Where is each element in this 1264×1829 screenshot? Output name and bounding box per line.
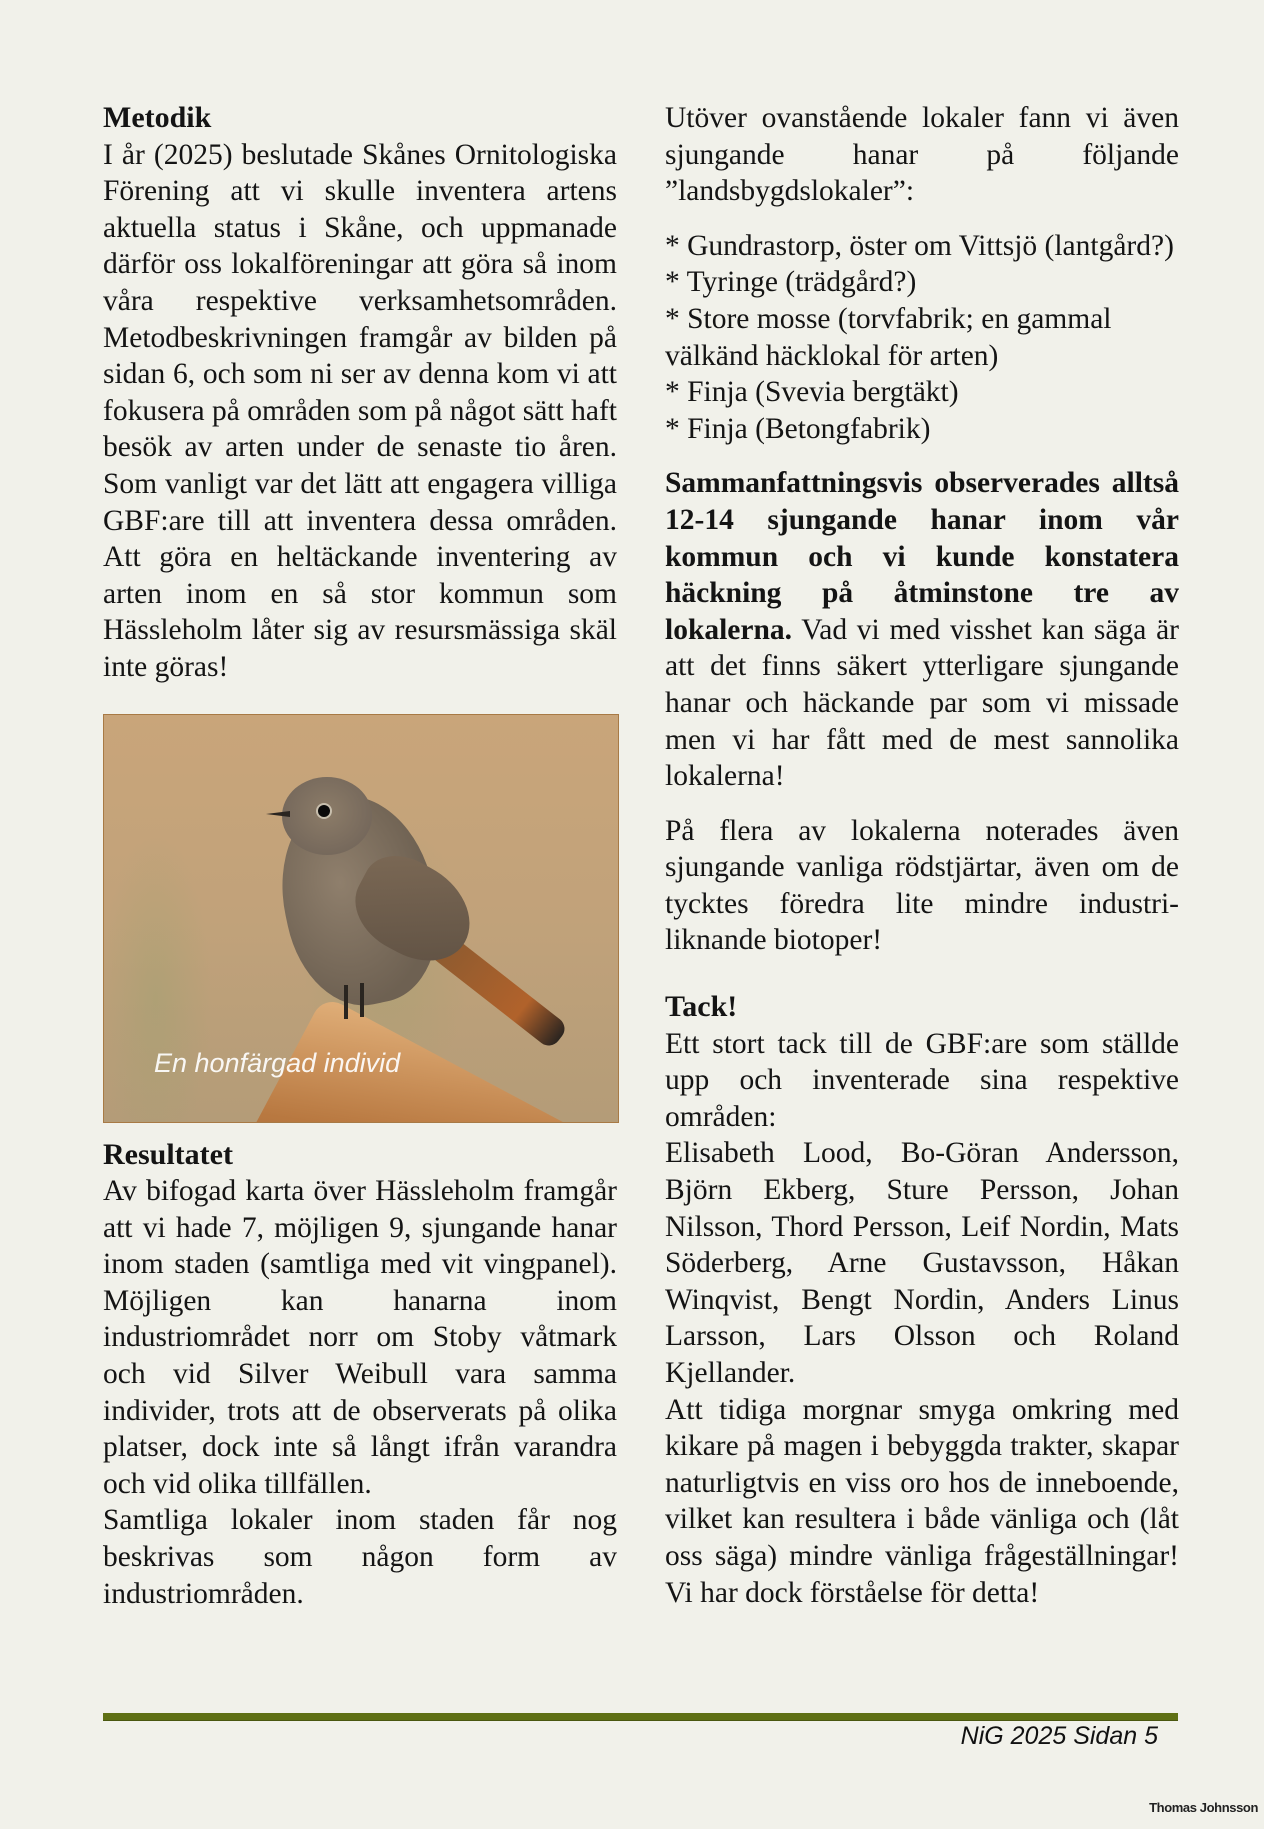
locality-item: * Gundrastorp, öster om Vittsjö (lantgård?) <box>665 229 1174 262</box>
right-column <box>665 100 1179 1611</box>
bird-beak <box>266 811 290 817</box>
locality-item: * Finja (Svevia bergtäkt) <box>665 376 959 409</box>
footer-divider <box>103 1713 1178 1721</box>
summary-bold: Sammanfattningsvis observerades alltså 12-14 sjungande hanar inom vår kommun och vi kunde konstatera häckning på åtminstone tre av lokalerna. <box>665 467 1179 646</box>
left-column <box>103 100 617 1612</box>
redstart-paragraph: På flera av lokalerna noterades även sjungande vanliga rödstjärtar, även om de tycktes föredra lite mindre industri-liknande biotoper! <box>665 814 1179 957</box>
bird-photo <box>103 714 619 1123</box>
intro-paragraph: Utöver ovanstående lokaler fann vi även sjungande hanar på följande ”landsbygdslokaler”: <box>665 102 1179 208</box>
tack-paragraph: Ett stort tack till de GBF:are som ställde upp och inventerade sina respektive områden: <box>665 1027 1179 1133</box>
metodik-paragraph: I år (2025) beslutade Skånes Ornitologiska Förening att vi skulle inventera artens aktuella status i Skåne, och uppmanade därför oss lokalföreningar att göra så inom våra respektive verksamhetsområden. Metodbeskrivningen framgår av bilden på sidan 6, och som ni ser av denna kom vi att fokusera på områden som på något sätt haft besök av arten under de senaste tio åren. Som vanligt var det lätt att engagera villiga GBF:are till att inventera dessa områden. Att göra en heltäckande inventering av arten inom en så stor kommun som Hässleholm låter sig av resursmässiga skäl inte göras! <box>103 138 617 683</box>
bird-leg <box>360 983 364 1017</box>
photo-caption: En honfärgad individ <box>154 1047 401 1078</box>
summary-paragraph <box>665 465 1179 794</box>
bird-eye <box>318 805 330 817</box>
photo-credit: Thomas Johnsson <box>1149 1800 1258 1815</box>
heading-tack: Tack! <box>665 990 738 1024</box>
resultatet-paragraph-2: Samtliga lokaler inom staden får nog beskrivas som någon form av industriområden. <box>103 1504 617 1610</box>
heading-metodik: Metodik <box>103 101 212 134</box>
localities-list <box>665 228 1179 448</box>
locality-item: * Finja (Betongfabrik) <box>665 412 931 445</box>
heading-resultatet: Resultatet <box>103 1137 233 1171</box>
summary-rest: Vad vi med visshet kan säga är att det finns säkert ytterligare sjungande hanar och häckande par som vi missade men vi har fått med de mest sannolika lokalerna! <box>665 613 1179 793</box>
resultatet-paragraph: Av bifogad karta över Hässleholm framgår att vi hade 7, möjligen 9, sjungande hanar inom staden (samtliga med vit vingpanel). Möjligen kan hanarna inom industriområdet norr om Stoby våtmark och vid Silver Weibull vara samma individer, trots att de observerats på olika platser, dock inte så långt ifrån varandra och vid olika tillfällen. <box>103 1175 617 1500</box>
bird-leg <box>344 985 348 1019</box>
locality-item: * Store mosse (torvfabrik; en gammal välkänd häcklokal för arten) <box>665 302 1112 372</box>
closing-paragraph: Att tidiga morgnar smyga omkring med kikare på magen i bebyggda trakter, skapar naturligtvis en viss oro hos de inneboende, vilket kan resultera i både vänliga och (låt oss säga) mindre vänliga frågeställningar! Vi har dock förståelse för detta! <box>665 1393 1179 1609</box>
page-number: NiG 2025 Sidan 5 <box>960 1722 1158 1750</box>
names-paragraph: Elisabeth Lood, Bo-Göran Andersson, Björn Ekberg, Sture Persson, Johan Nilsson, Thord Persson, Leif Nordin, Mats Söderberg, Arne Gustavsson, Håkan Winqvist, Bengt Nordin, Anders Linus Larsson, Lars Olsson och Roland Kjellander. <box>665 1137 1179 1389</box>
locality-item: * Tyringe (trädgård?) <box>665 266 917 299</box>
